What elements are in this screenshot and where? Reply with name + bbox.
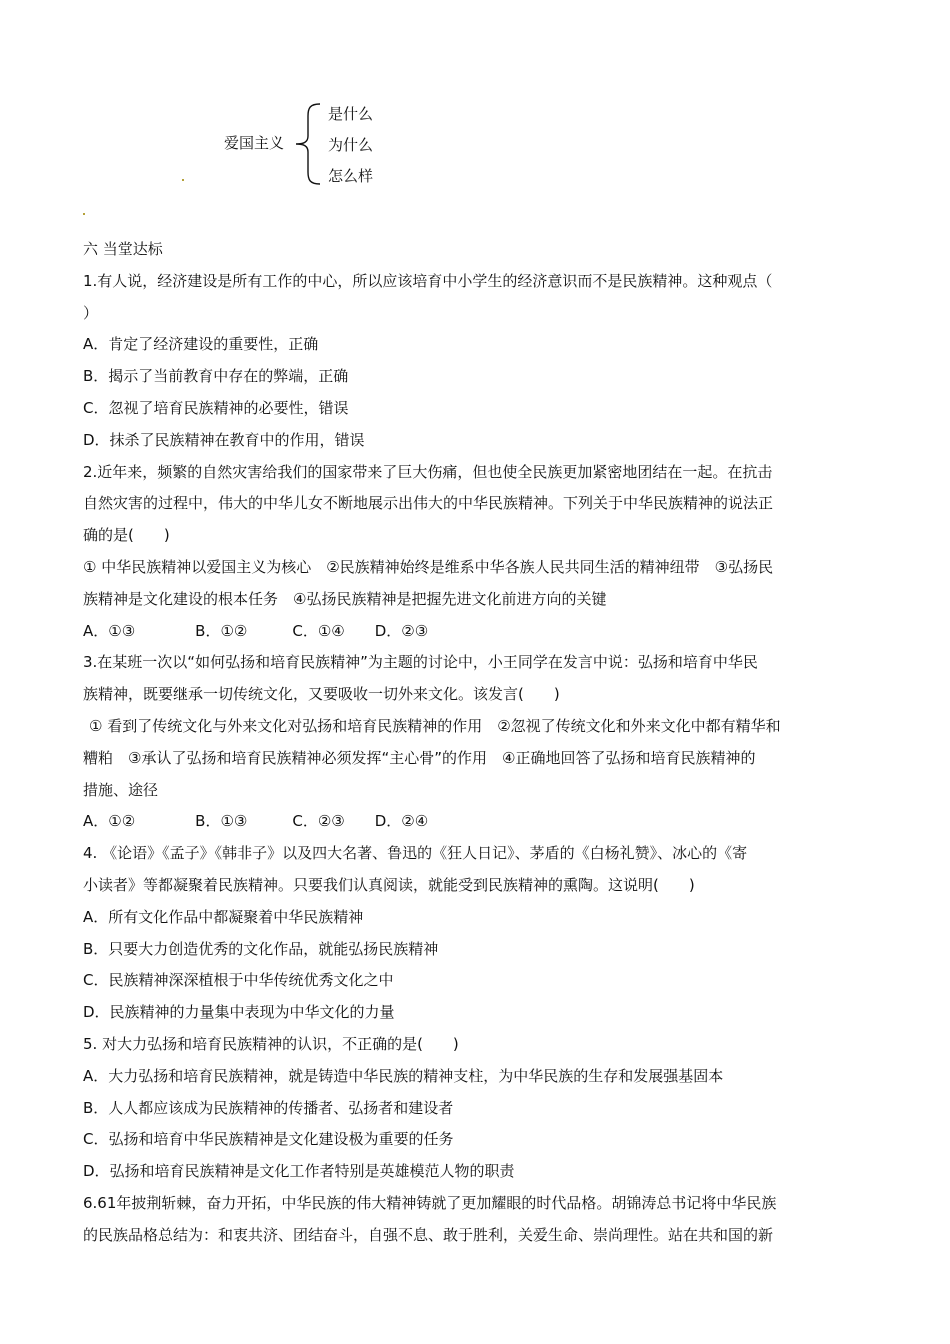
concept-brace-diagram bbox=[222, 98, 422, 190]
question-3-stem: 3.在某班一次以“如何弘扬和培育民族精神”为主题的讨论中，小王同学在发言中说：弘扬和培育中华民 bbox=[83, 653, 758, 672]
question-2-stem: 确的是( ) bbox=[83, 526, 170, 545]
question-3-statements: 措施、途径 bbox=[83, 780, 159, 799]
section-title: 六 当堂达标 bbox=[83, 240, 163, 258]
exercise-content bbox=[83, 234, 873, 1252]
question-2-stem: 2.近年来，频繁的自然灾害给我们的国家带来了巨大伤痛，但也使全民族更加紧密地团结在一起。在抗击 bbox=[83, 462, 773, 481]
speck-mark bbox=[182, 179, 184, 181]
question-2-options: A．①③ B．①② C．①④ D．②③ bbox=[83, 621, 429, 640]
question-1-option-a: A．肯定了经济建设的重要性，正确 bbox=[83, 335, 319, 354]
question-1-option-b: B．揭示了当前教育中存在的弊端，正确 bbox=[83, 367, 349, 386]
diagram-branch-how: 怎么样 bbox=[328, 167, 374, 185]
question-4-option-b: B．只要大力创造优秀的文化作品，就能弘扬民族精神 bbox=[83, 939, 439, 958]
question-2-statements: ① 中华民族精神以爱国主义为核心 ②民族精神始终是维系中华各族人民共同生活的精神纽带 ③弘扬民 bbox=[83, 557, 774, 576]
question-2-statements: 族精神是文化建设的根本任务 ④弘扬民族精神是把握先进文化前进方向的关键 bbox=[83, 589, 607, 608]
question-3-options: A．①② B．①③ C．②③ D．②④ bbox=[83, 812, 429, 831]
question-5-option-a: A．大力弘扬和培育民族精神，就是铸造中华民族的精神支柱，为中华民族的生存和发展强基固本 bbox=[83, 1066, 724, 1085]
question-5-option-c: C．弘扬和培育中华民族精神是文化建设极为重要的任务 bbox=[83, 1130, 454, 1149]
question-3-stem: 族精神，既要继承一切传统文化，又要吸收一切外来文化。该发言( ) bbox=[83, 685, 560, 704]
question-3-statements: ① 看到了传统文化与外来文化对弘扬和培育民族精神的作用 ②忽视了传统文化和外来文化中都有精华和 bbox=[89, 716, 781, 735]
question-1-stem-end: ） bbox=[83, 303, 99, 322]
question-4-option-d: D．民族精神的力量集中表现为中华文化的力量 bbox=[83, 1003, 395, 1022]
question-2-stem: 自然灾害的过程中，伟大的中华儿女不断地展示出伟大的中华民族精神。下列关于中华民族精神的说法正 bbox=[83, 494, 774, 513]
question-4-stem: 小读者》等都凝聚着民族精神。只要我们认真阅读，就能受到民族精神的熏陶。这说明( ) bbox=[83, 875, 695, 894]
diagram-branch-what: 是什么 bbox=[328, 105, 374, 123]
question-6-stem: 的民族品格总结为：和衷共济、团结奋斗，自强不息、敢于胜利，关爱生命、崇尚理性。站在共和国的新 bbox=[83, 1225, 774, 1244]
question-4-stem: 4. 《论语》《孟子》《韩非子》以及四大名著、鲁迅的《狂人日记》、茅盾的《白杨礼赞》、冰心的《寄 bbox=[83, 844, 748, 863]
question-1-option-c: C．忽视了培育民族精神的必要性，错误 bbox=[83, 398, 349, 417]
question-4-option-c: C．民族精神深深植根于中华传统优秀文化之中 bbox=[83, 971, 394, 990]
diagram-center-label: 爱国主义 bbox=[224, 134, 285, 152]
brace-icon bbox=[290, 102, 326, 186]
question-3-statements: 糟粕 ③承认了弘扬和培育民族精神必须发挥“主心骨”的作用 ④正确地回答了弘扬和培育民族精神的 bbox=[83, 748, 756, 767]
diagram-branch-why: 为什么 bbox=[328, 136, 374, 154]
speck-mark bbox=[83, 213, 85, 215]
question-5-stem: 5. 对大力弘扬和培育民族精神的认识，不正确的是( ) bbox=[83, 1034, 459, 1053]
question-5-option-b: B．人人都应该成为民族精神的传播者、弘扬者和建设者 bbox=[83, 1098, 454, 1117]
question-1-option-d: D．抹杀了民族精神在教育中的作用，错误 bbox=[83, 430, 365, 449]
question-5-option-d: D．弘扬和培育民族精神是文化工作者特别是英雄模范人物的职责 bbox=[83, 1162, 515, 1181]
question-4-option-a: A．所有文化作品中都凝聚着中华民族精神 bbox=[83, 907, 364, 926]
question-1-stem: 1.有人说，经济建设是所有工作的中心，所以应该培育中小学生的经济意识而不是民族精神。这种观点（ bbox=[83, 271, 773, 290]
question-6-stem: 6.61年披荆斩棘，奋力开拓，中华民族的伟大精神铸就了更加耀眼的时代品格。胡锦涛总书记将中华民族 bbox=[83, 1193, 777, 1212]
